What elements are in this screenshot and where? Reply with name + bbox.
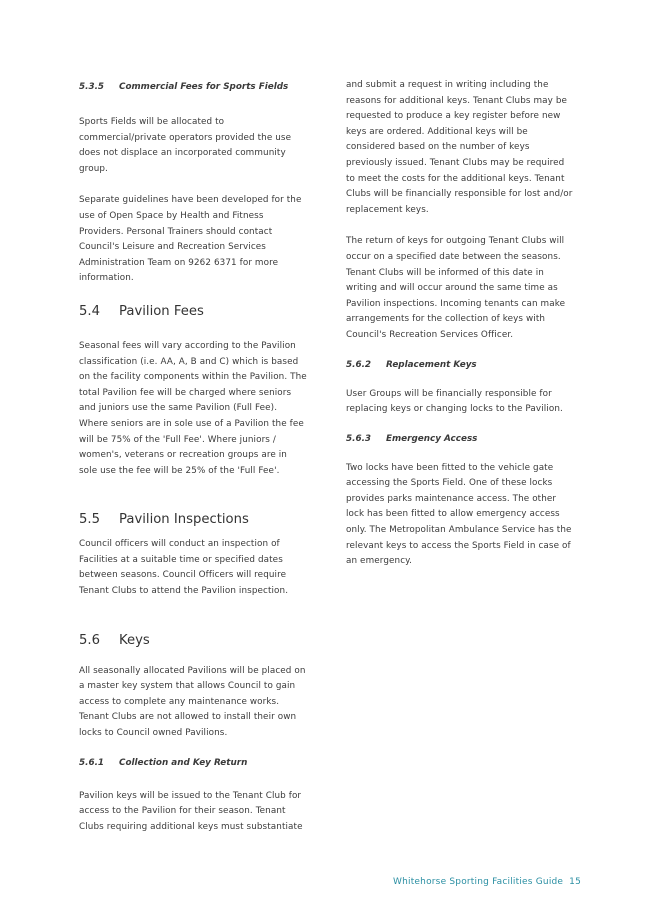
paragraph: Pavilion keys will be issued to the Tenant Club for access to the Pavilion for their season. Tenant Clubs requiring additional keys must substantiate (79, 790, 303, 832)
heading-5-6 (79, 632, 307, 650)
section-number: 5.5 (79, 512, 100, 528)
section-title: Collection and Key Return (119, 757, 248, 768)
section-title: Keys (119, 632, 150, 648)
paragraph: Two locks have been fitted to the vehicle gate accessing the Sports Field. One of these locks provides parks maintenance access. The other lock has been fitted to allow emergency access only. The Metropolitan Ambulance Service has the relevant keys to access the Sports Field in case of an emergency. (346, 462, 572, 567)
section-title: Pavilion Inspections (119, 512, 249, 528)
heading-5-6-2 (346, 358, 576, 373)
left-column (79, 72, 307, 835)
right-column (346, 72, 576, 570)
paragraph: All seasonally allocated Pavilions will be placed on a master key system that allows Council to gain access to complete any maintenance works. Tenant Clubs are not allowed to install their own locks to Council owned Pavilions. (79, 665, 306, 739)
footer-title: Whitehorse Sporting Facilities Guide (393, 877, 564, 887)
heading-5-6-3 (346, 432, 576, 447)
section-title: Replacement Keys (386, 359, 477, 370)
section-title: Commercial Fees for Sports Fields (119, 82, 289, 92)
heading-5-3-5 (79, 80, 307, 95)
section-number: 5.4 (79, 303, 100, 319)
section-number: 5.6.2 (346, 359, 372, 370)
section-number: 5.3.5 (79, 82, 105, 92)
paragraph: Separate guidelines have been developed for the use of Open Space by Health and Fitness Providers. Personal Trainers should contact Council's Leisure and Recreation Services Administration Team on 9262 6371 for more information. (79, 195, 302, 284)
section-number: 5.6.3 (346, 433, 372, 444)
page-footer (393, 877, 581, 887)
section-number: 5.6.1 (79, 757, 105, 768)
section-title: Pavilion Fees (119, 303, 204, 319)
section-number: 5.6 (79, 632, 100, 648)
heading-5-6-1 (79, 756, 307, 771)
paragraph: The return of keys for outgoing Tenant Clubs will occur on a specified date between the seasons. Tenant Clubs will be informed of this date in writing and will occur around the same time as Pavilion inspections. Incoming tenants can make arrangements for the collection of keys with Council's Recreation Services Officer. (346, 236, 566, 340)
paragraph: and submit a request in writing including the reasons for additional keys. Tenant Clubs may be requested to produce a key register before new keys are ordered. Additional keys will be considered based on the number of keys previously issued. Tenant Clubs may be required to meet the costs for the additional keys. Tenant Clubs will be financially responsible for lost and/or replacement keys. (346, 80, 573, 215)
paragraph: User Groups will be financially responsible for replacing keys or changing locks to the Pavilion. (346, 388, 563, 415)
heading-5-5 (79, 511, 307, 529)
paragraph: Sports Fields will be allocated to commercial/private operators provided the use does not displace an incorporated community group. (79, 117, 292, 174)
paragraph: Seasonal fees will vary according to the Pavilion classification (i.e. AA, A, B and C) which is based on the facility components within the Pavilion. The total Pavilion fee will be charged where seniors and juniors use the same Pavilion (Full Fee). Where seniors are in sole use of a Pavilion the fee will be 75% of the 'Full Fee'. Where juniors / women's, veterans or recreation groups are in sole use the fee will be 25% of the 'Full Fee'. (79, 340, 307, 476)
section-title: Emergency Access (386, 433, 478, 444)
heading-5-4 (79, 303, 307, 321)
paragraph: Council officers will conduct an inspection of Facilities at a suitable time or specified dates between seasons. Council Officers will require Tenant Clubs to attend the Pavilion inspection. (79, 539, 289, 597)
page-number: 15 (569, 877, 582, 887)
